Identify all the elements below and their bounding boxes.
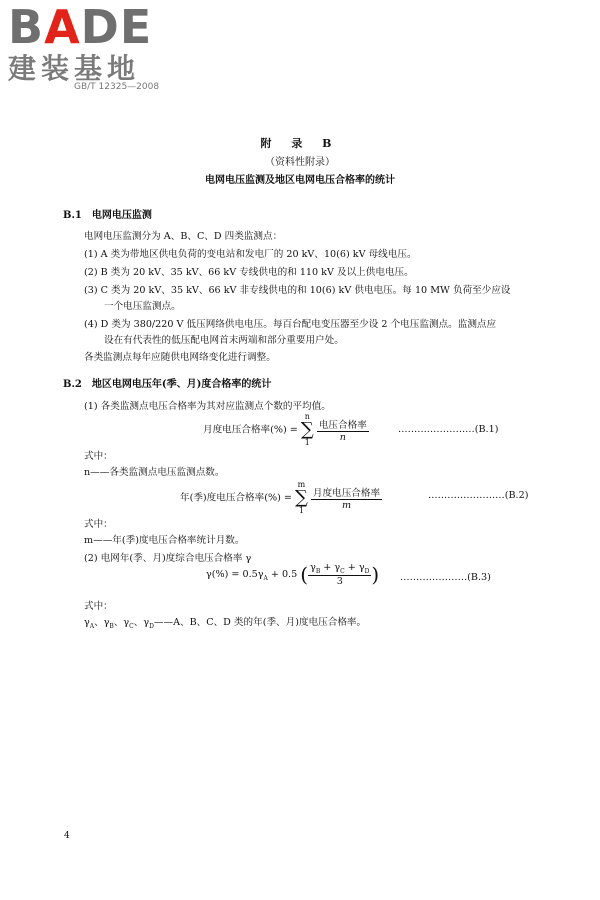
section-b2-heading: B.2 地区电网电压年(季、月)度合格率的统计 — [63, 379, 272, 390]
standard-code: GB/T 12325—2008 — [74, 82, 160, 92]
logo-wordmark: BADE — [8, 0, 153, 54]
section-b1-heading: B.1 电网电压监测 — [63, 210, 152, 221]
page-number: 4 — [64, 831, 70, 841]
b1-closing: 各类监测点每年应随供电网络变化进行调整。 — [84, 352, 276, 363]
logo-chinese: 建装基地 — [8, 52, 141, 85]
equation-b1-number: ……………………(B.1) — [398, 424, 499, 435]
equation-b2: 年(季)度电压合格率(%) = m ∑ 1 $\frac{\text{月度电压合格率}}{m}$ — [180, 480, 381, 515]
equation-b2-number: ……………………(B.2) — [428, 490, 529, 501]
b2-where-3: 式中： — [84, 601, 113, 612]
b1-intro: 电网电压监测分为 A、B、C、D 四类监测点： — [84, 231, 283, 242]
b1-item-1: (1) A 类为带地区供电负荷的变电站和发电厂的 20 kV、10(6) kV 母线电压。 — [84, 249, 417, 260]
b2-where-1: 式中： — [84, 451, 113, 462]
b2-definition-gamma: $\gamma_A$、$\gamma_B$、$\gamma_C$、$\gamma_D——A$、B、C、D 类的年(季、月)度电压合格率。 — [84, 617, 367, 630]
b1-item-4: (4) D 类为 380/220 V 低压网络供电电压。每百台配电变压器至少设 2 个电压监测点。监测点应 — [84, 319, 497, 330]
b2-para-2: (2) 电网年(季、月)度综合电压合格率 γ — [84, 553, 252, 564]
b1-item-3-cont: 一个电压监测点。 — [104, 301, 181, 312]
b1-item-3: (3) C 类为 20 kV、35 kV、66 kV 非专线供电的和 10(6) kV 供电电压。每 10 MW 负荷至少应设 — [84, 285, 511, 296]
equation-b1: 月度电压合格率(%) = n ∑ 1 $\frac{\text{电压合格率}}{n}$ — [203, 412, 367, 447]
b2-definition-n: n——各类监测点电压监测点数。 — [84, 467, 225, 478]
brand-logo — [8, 0, 153, 86]
appendix-title: 电网电压监测及地区电网电压合格率的统计 — [205, 175, 395, 186]
equation-b3-number: …………………(B.3) — [400, 572, 491, 583]
appendix-label: 附 录 B — [260, 137, 340, 150]
b2-definition-m: m——年(季)度电压合格率统计月数。 — [84, 535, 245, 546]
b1-item-2: (2) B 类为 20 kV、35 kV、66 kV 专线供电的和 110 kV 及以上供电电压。 — [84, 267, 414, 278]
equation-b3: $\gamma(\%) = 0.5\gamma_A + 0.5$ ( $\frac{\gamma_B + \gamma_C + \gamma_D}{3}$ ) — [206, 562, 380, 587]
b1-item-4-cont: 设在有代表性的低压配电网首末两端和部分重要用户处。 — [104, 335, 344, 346]
b2-where-2: 式中： — [84, 519, 113, 530]
b2-para-1: (1) 各类监测点电压合格率为其对应监测点个数的平均值。 — [84, 401, 331, 412]
appendix-type: （资料性附录） — [265, 157, 335, 168]
